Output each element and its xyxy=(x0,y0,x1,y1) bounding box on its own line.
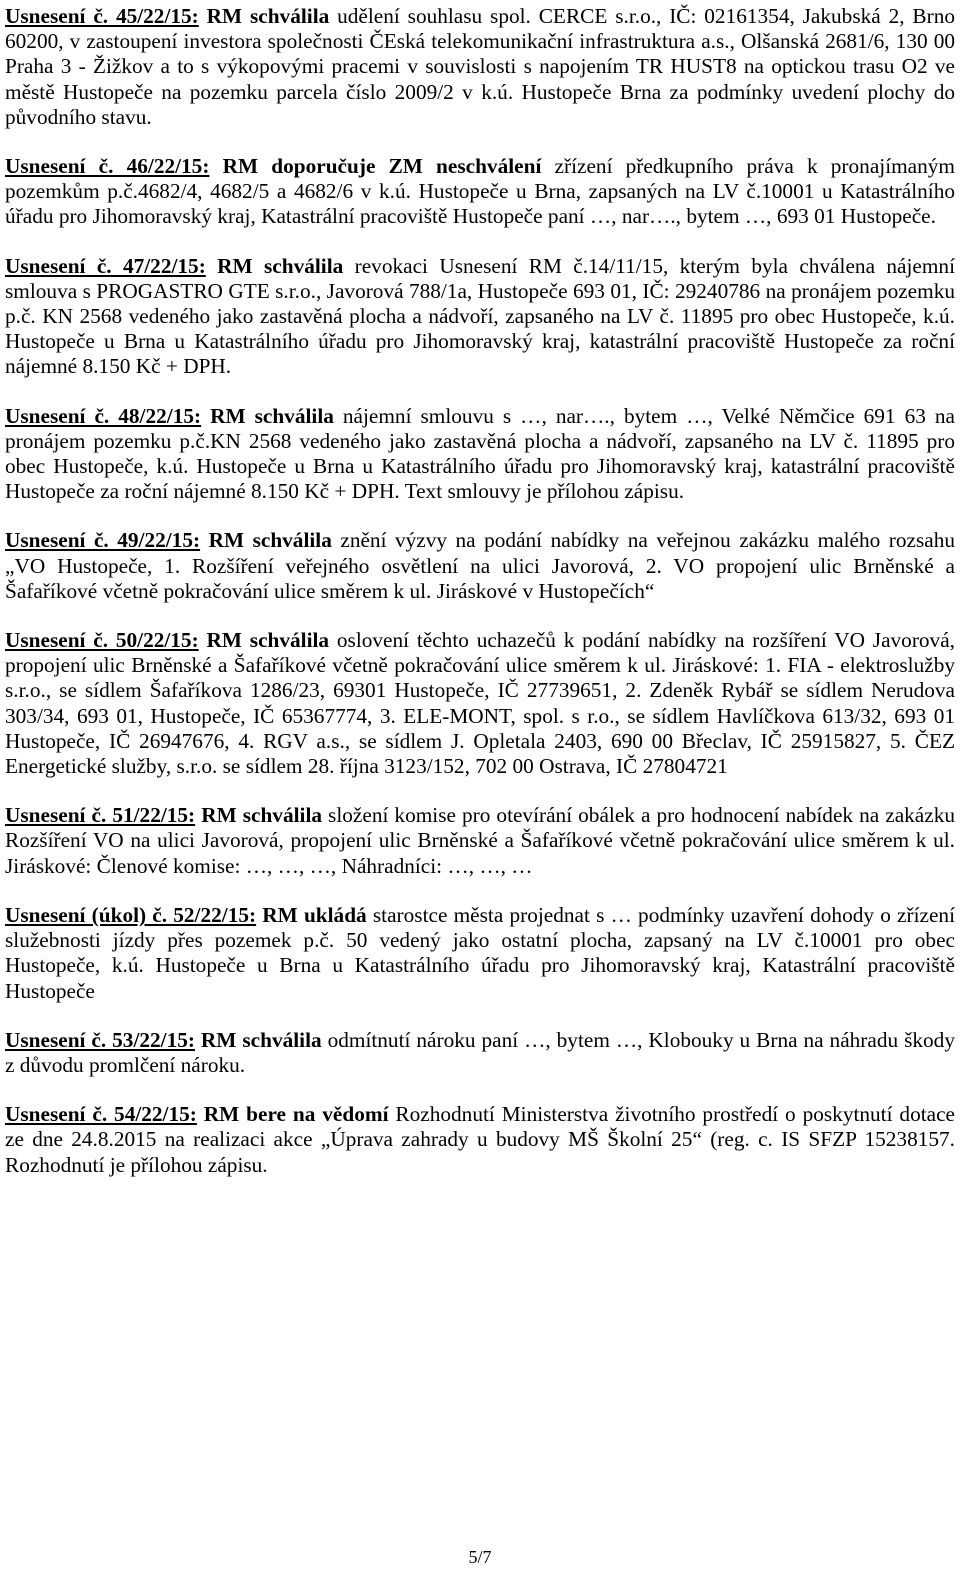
resolution-51 xyxy=(5,803,955,879)
resolution-action: RM schválila xyxy=(210,403,334,428)
resolution-52 xyxy=(5,903,955,1004)
resolution-action: RM ukládá xyxy=(262,902,367,927)
resolution-action: RM schválila xyxy=(200,1027,322,1052)
resolution-label: Usnesení č. 49/22/15: xyxy=(5,528,201,553)
resolution-label: Usnesení č. 45/22/15: xyxy=(5,4,199,28)
resolution-action: RM schválila xyxy=(206,628,330,653)
resolution-53 xyxy=(5,1028,955,1078)
resolution-action: RM bere na vědomí xyxy=(203,1102,389,1127)
resolution-text: Rozhodnutí Ministerstva životního prostředí o poskytnutí dotace ze dne 24.8.2015 na realizaci akce „Úprava zahrady u budovy MŠ Školní 25“ (reg. c. IS SFZP 15238157. Rozhodnutí je přílohou zápisu. xyxy=(5,1102,955,1177)
document-page xyxy=(5,4,955,1178)
page-number: 5/7 xyxy=(468,1547,492,1567)
resolution-text: starostce města projednat s … podmínky uzavření dohody o zřízení služebnosti jízdy přes pozemek p.č. 50 vedený jako ostatní plocha, zapsaný na LV č.10001 pro obec Hustopeče, k.ú. Hustopeče u Brna u Katastrálního úřadu pro Jihomoravský kraj, Katastrální pracoviště Hustopeče xyxy=(5,902,955,1003)
resolution-label: Usnesení č. 46/22/15: xyxy=(5,154,210,179)
resolution-label: Usnesení č. 48/22/15: xyxy=(5,403,202,428)
resolution-label: Usnesení č. 47/22/15: xyxy=(5,253,206,278)
resolution-action: RM schválila xyxy=(206,4,330,28)
resolution-label: Usnesení (úkol) č. 52/22/15: xyxy=(5,902,257,927)
resolution-text: odmítnutí nároku paní …, bytem …, Klobouky u Brna na náhradu škody z důvodu promlčení nároku. xyxy=(5,1027,955,1077)
resolution-text: zřízení předkupního práva k pronajímaným pozemkům p.č.4682/4, 4682/5 a 4682/6 v k.ú. Hustopeče u Brna, zapsaných na LV č.10001 u Katastrálního úřadu pro Jihomoravský kraj, Katastrální pracoviště Hustopeče paní …, nar…., bytem …, 693 01 Hustopeče. xyxy=(5,154,955,229)
resolution-45 xyxy=(5,4,955,130)
resolution-48 xyxy=(5,404,955,505)
resolution-text: oslovení těchto uchazečů k podání nabídky na rozšíření VO Javorová, propojení ulic Brněnské a Šafaříkové včetně pokračování ulice směrem k ul. Jiráskové: 1. FIA - elektroslužby s.r.o., se sídlem Šafaříkova 1286/23, 69301 Hustopeče, IČ 27739651, 2. Zdeněk Rybář se sídlem Nerudova 303/34, 693 01, Hustopeče, IČ 65367774, 3. ELE-MONT, spol. s r.o., se sídlem Havlíčkova 613/32, 693 01 Hustopeče, IČ 26947676, 4. RGV a.s., se sídlem J. Opletala 2403, 690 00 Břeclav, IČ 25915827, 5. ČEZ Energetické služby, s.r.o. se sídlem 28. října 3123/152, 702 00 Ostrava, IČ 27804721 xyxy=(5,628,955,779)
resolution-text: udělení souhlasu spol. CERCE s.r.o., IČ: 02161354, Jakubská 2, Brno 60200, v zastoupení investora společnosti ČEská telekomunikační infrastruktura a.s., Olšanská 2681/6, 130 00 Praha 3 - Žižkov a to s výkopovými pracemi v souvislosti s napojením TR HUST8 na optickou trasu O2 ve městě Hustopeče na pozemku parcela číslo 2009/2 v k.ú. Hustopeče Brna za podmínky uvedení plochy do původního stavu. xyxy=(5,4,955,129)
resolution-action: RM schválila xyxy=(208,528,332,553)
resolution-text: nájemní smlouvu s …, nar…., bytem …, Velké Němčice 691 63 na pronájem pozemku p.č.KN 2568 vedeného jako zastavěná plocha a nádvoří, zapsaného na LV č. 11895 pro obec Hustopeče, k.ú. Hustopeče u Brna u Katastrálního úřadu pro Jihomoravský kraj, katastrální pracoviště Hustopeče za roční nájemné 8.150 Kč + DPH. Text smlouvy je přílohou zápisu. xyxy=(5,403,955,504)
resolution-text: revokaci Usnesení RM č.14/11/15, kterým byla chválena nájemní smlouva s PROGASTRO GTE s.r.o., Javorová 788/1a, Hustopeče 693 01, IČ: 29240786 na pronájem pozemku p.č. KN 2568 vedeného jako zastavěná plocha a nádvoří, zapsaného na LV č. 11895 pro obec Hustopeče, k.ú. Hustopeče u Brna u Katastrálního úřadu pro Jihomoravský kraj, katastrální pracoviště Hustopeče za roční nájemné 8.150 Kč + DPH. xyxy=(5,253,955,379)
resolution-label: Usnesení č. 53/22/15: xyxy=(5,1027,195,1052)
resolution-text: složení komise pro otevírání obálek a pro hodnocení nabídek na zakázku Rozšíření VO na ulici Javorová, propojení ulic Brněnské a Šafaříkové včetně pokračování ulice směrem k ul. Jiráskové: Členové komise: …, …, …, Náhradníci: …, …, … xyxy=(5,803,955,878)
resolution-46 xyxy=(5,154,955,230)
resolution-action: RM schválila xyxy=(201,803,323,828)
resolution-label: Usnesení č. 50/22/15: xyxy=(5,628,199,653)
resolution-50 xyxy=(5,628,955,779)
resolution-49 xyxy=(5,528,955,604)
resolution-54 xyxy=(5,1102,955,1178)
resolution-action: RM schválila xyxy=(217,253,344,278)
resolution-text: znění výzvy na podání nabídky na veřejnou zakázku malého rozsahu „VO Hustopeče, 1. Rozšíření veřejného osvětlení na ulici Javorová, 2. VO propojení ulic Brněnské a Šafaříkové včetně pokračování ulice směrem k ul. Jiráskové v Hustopečích“ xyxy=(5,528,955,603)
resolution-action: RM doporučuje ZM neschválení xyxy=(222,154,542,179)
resolution-label: Usnesení č. 51/22/15: xyxy=(5,803,196,828)
resolution-47 xyxy=(5,254,955,380)
resolution-label: Usnesení č. 54/22/15: xyxy=(5,1102,197,1127)
